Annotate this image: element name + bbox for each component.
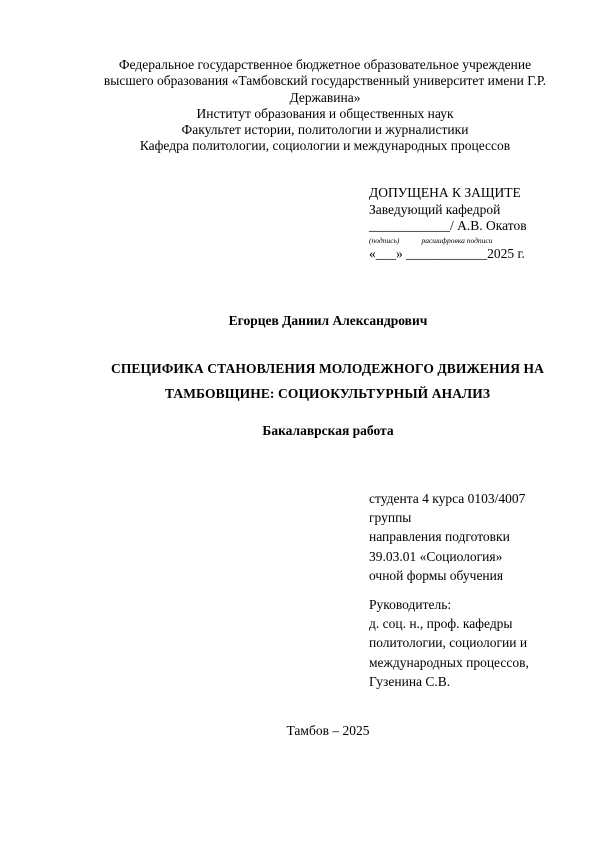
caption-decoding: расшифровка подписи	[421, 235, 493, 245]
approval-signature-line: ____________/ А.В. Окатов	[369, 218, 527, 233]
thesis-title-line: ТАМБОВЩИНЕ: СОЦИОКУЛЬТУРНЫЙ АНАЛИЗ	[164, 386, 491, 401]
supervisor-line: политологии, социологии и	[369, 635, 528, 651]
student-info	[369, 489, 569, 585]
city-year: Тамбов – 2025	[286, 723, 370, 738]
institution-header	[90, 57, 560, 155]
header-line: Федеральное государственное бюджетное образовательное учреждение	[118, 57, 532, 72]
approval-date-line: «___» ____________2025 г.	[369, 245, 525, 261]
supervisor-info	[369, 595, 569, 691]
supervisor-line: Гузенина С.В.	[369, 673, 451, 689]
supervisor-line: Руководитель:	[369, 597, 452, 612]
student-line: группы	[369, 510, 412, 526]
caption-signature: (подпись)	[369, 235, 400, 245]
header-line: Кафедра политологии, социологии и международных процессов	[139, 138, 511, 154]
approval-position: Заведующий кафедрой	[369, 201, 501, 217]
signature-captions	[369, 236, 569, 246]
thesis-title-line: СПЕЦИФИКА СТАНОВЛЕНИЯ МОЛОДЕЖНОГО ДВИЖЕНИЯ НА	[110, 361, 545, 376]
header-line: Факультет истории, политологии и журналистики	[181, 122, 469, 138]
header-line: Институт образования и общественных наук	[196, 105, 454, 121]
student-line: очной формы обучения	[369, 567, 504, 583]
approval-block	[369, 185, 569, 262]
student-line: направления подготовки	[369, 529, 510, 545]
work-type: Бакалаврская работа	[262, 423, 394, 438]
approval-title: ДОПУЩЕНА К ЗАЩИТЕ	[369, 185, 521, 200]
thesis-title	[60, 356, 595, 406]
student-line: 39.03.01 «Социология»	[369, 548, 503, 564]
author-name: Егорцев Даниил Александрович	[228, 313, 428, 328]
header-line: Державина»	[289, 89, 361, 105]
supervisor-line: международных процессов,	[369, 654, 529, 670]
header-line: высшего образования «Тамбовский государственный университет имени Г.Р.	[103, 73, 547, 89]
student-line: студента 4 курса 0103/4007	[369, 491, 526, 506]
supervisor-line: д. соц. н., проф. кафедры	[369, 616, 513, 632]
